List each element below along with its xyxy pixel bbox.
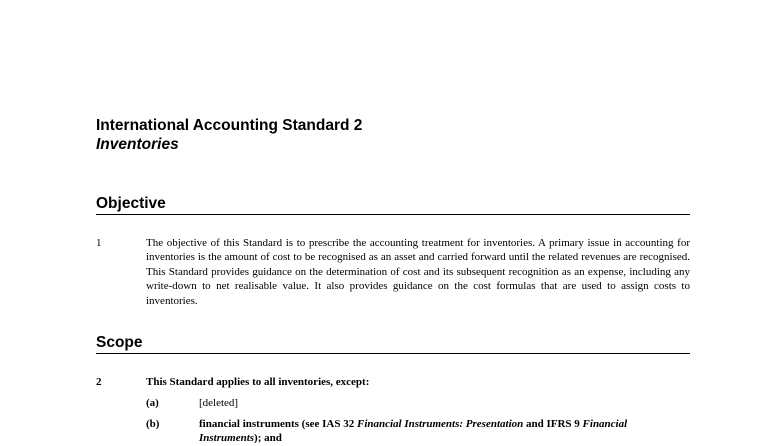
list-item-label: (a): [146, 397, 159, 409]
list-item-label: (b): [146, 418, 160, 430]
list-item-text: financial instruments (see IAS 32 Financial Instruments: Presentation and IFRS 9 Financial Instruments); and: [199, 418, 628, 445]
paragraph-number: 2: [96, 376, 102, 388]
paragraph-text: The objective of this Standard is to prescribe the accounting treatment for inventories. A primary issue in accounting for inventories is the amount of cost to be recognised as an asset and carried forward until the related revenues are recognised. This Standard provides guidance on the determination of cost and its subsequent recognition as an expense, including any write-down to net realisable value. It also provides guidance on the cost formulas that are used to assign costs to inventories.: [146, 237, 690, 307]
list-item-b: [146, 417, 690, 446]
paragraph-1: [96, 236, 690, 308]
paragraph-2: [96, 375, 690, 389]
section-heading-objective: Objective: [96, 195, 690, 215]
list-item-text: [deleted]: [199, 397, 239, 409]
section-heading-scope: Scope: [96, 334, 690, 354]
paragraph-number: 1: [96, 237, 102, 249]
document-title: International Accounting Standard 2: [96, 117, 363, 134]
list-item-a: [146, 396, 690, 410]
paragraph-text: This Standard applies to all inventories, except:: [146, 376, 370, 388]
document-subtitle: Inventories: [96, 136, 179, 153]
